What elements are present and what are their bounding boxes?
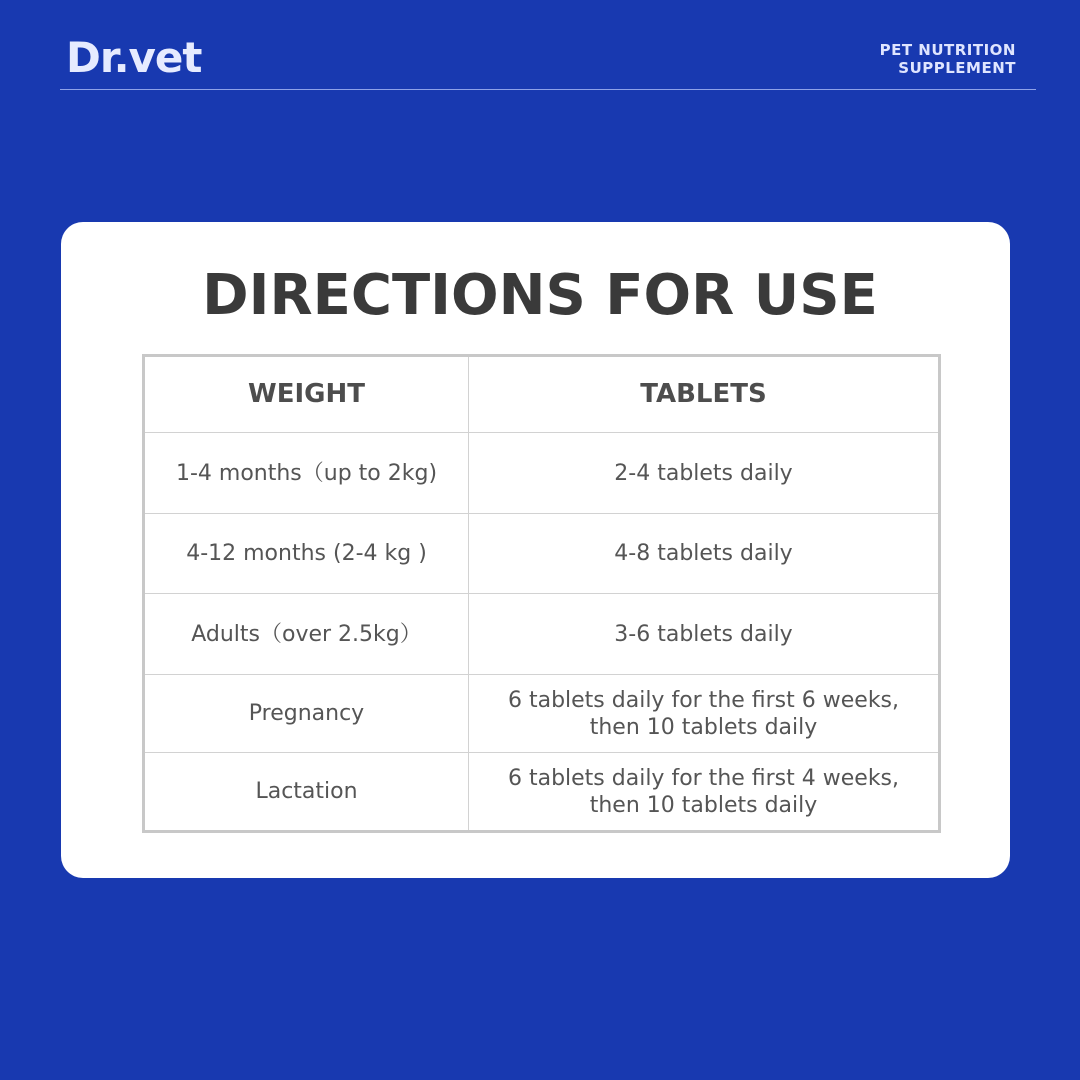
dosage-table	[142, 354, 941, 833]
weight-cell: Lactation	[144, 753, 469, 832]
tablets-line: 3-6 tablets daily	[614, 621, 793, 647]
tablets-line: then 10 tablets daily	[589, 714, 818, 740]
tablets-cell	[469, 753, 940, 832]
table-header-row	[144, 356, 940, 433]
tablets-cell	[469, 433, 940, 514]
tablets-cell	[469, 675, 940, 753]
table-row	[144, 675, 940, 753]
tablets-cell	[469, 514, 940, 594]
table-row	[144, 594, 940, 675]
page-title: DIRECTIONS FOR USE	[202, 263, 878, 328]
table-row	[144, 433, 940, 514]
tablets-line: 6 tablets daily for the first 4 weeks,	[507, 765, 900, 791]
tagline-line-2: SUPPLEMENT	[898, 59, 1016, 77]
header-divider	[60, 89, 1036, 90]
column-header-tablets: TABLETS	[469, 356, 940, 433]
weight-cell: Pregnancy	[144, 675, 469, 753]
tablets-line: 6 tablets daily for the first 6 weeks,	[507, 687, 900, 713]
weight-cell: 1-4 months（up to 2kg)	[144, 433, 469, 514]
brand-tagline	[880, 41, 1016, 77]
tagline-line-1: PET NUTRITION	[879, 41, 1016, 59]
tablets-line: 2-4 tablets daily	[614, 460, 793, 486]
table-row	[144, 753, 940, 832]
brand-logo: Dr.vet	[66, 33, 202, 82]
weight-cell: 4-12 months (2-4 kg )	[144, 514, 469, 594]
tablets-cell	[469, 594, 940, 675]
table-row	[144, 514, 940, 594]
weight-cell: Adults（over 2.5kg）	[144, 594, 469, 675]
tablets-line: 4-8 tablets daily	[614, 541, 793, 566]
column-header-weight: WEIGHT	[144, 356, 469, 433]
tablets-line: then 10 tablets daily	[589, 792, 818, 818]
